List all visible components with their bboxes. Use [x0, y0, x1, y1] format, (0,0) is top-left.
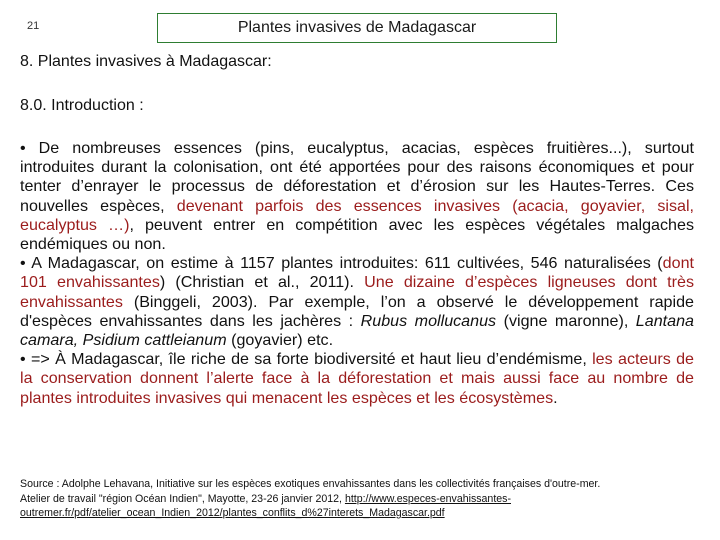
slide-title: Plantes invasives de Madagascar	[237, 19, 477, 36]
body-text	[20, 139, 694, 408]
highlighted-segment: dont 101 envahissantes	[20, 254, 694, 292]
source-line	[20, 492, 710, 521]
text-segment: (vigne maronne),	[496, 311, 636, 330]
slide-title-box	[157, 13, 557, 43]
text-segment: • A Madagascar, on estime à 1157 plantes introduites: 611 cultivées, 546 naturalisées (	[20, 254, 663, 273]
paragraph-conclusion	[20, 350, 694, 408]
source-citation	[20, 477, 710, 521]
text-segment: .	[553, 388, 558, 407]
text-segment: • => À Madagascar, île riche de sa forte biodiversité et haut lieu d’endémisme,	[20, 350, 593, 369]
highlighted-segment: devenant parfois des essences invasives (acacia, goyavier, sisal, eucalyptus …)	[20, 196, 694, 234]
text-segment: , peuvent entrer en compétition avec les espèces végétales malgaches endémiques ou non.	[20, 215, 694, 254]
intro-heading: 8.0. Introduction :	[20, 97, 144, 114]
highlighted-segment: Une dizaine d’espèces ligneuses dont très envahissantes	[20, 273, 694, 311]
source-line: Source : Adolphe Lehavana, Initiative sur les espèces exotiques envahissantes dans les collectivités françaises d'outre-mer.	[20, 478, 601, 490]
source-link[interactable]: http://www.especes-envahissantes-outremer.fr/pdf/atelier_ocean_Indien_2012/plantes_conflits_d%27interets_Madagascar.pdf	[20, 492, 511, 519]
highlighted-segment: les acteurs de la conservation donnent l’alerte face à la déforestation et mais aussi face au nombre de plantes introduites invasives qui menacent les espèces et les écosystèmes	[20, 350, 694, 407]
text-segment: • De nombreuses essences (pins, eucalyptus, acacias, espèces fruitières...), surtout introduites durant la colonisation, ont été apportées pour des raisons économiques et pour tenter d’enrayer le processus de déforestation et d’érosion sur les Hautes-Terres. Ces nouvelles espèces,	[20, 139, 694, 215]
source-prefix: Atelier de travail "région Océan Indien", Mayotte, 23-26 janvier 2012,	[20, 492, 345, 505]
slide-number: 21	[27, 20, 40, 32]
species-name: Rubus mollucanus	[360, 311, 497, 330]
section-heading: 8. Plantes invasives à Madagascar:	[20, 53, 272, 70]
species-name: Lantana camara, Psidium cattleianum	[20, 311, 694, 350]
text-segment: (goyavier) etc.	[226, 331, 334, 350]
paragraph-colonisation	[20, 139, 694, 254]
text-segment: ) (Christian et al., 2011).	[159, 273, 365, 292]
paragraph-statistics	[20, 254, 694, 350]
text-segment: (Binggeli, 2003). Par exemple, l’on a observé le développement rapide d'espèces envahissantes dans les jachères :	[20, 292, 694, 330]
